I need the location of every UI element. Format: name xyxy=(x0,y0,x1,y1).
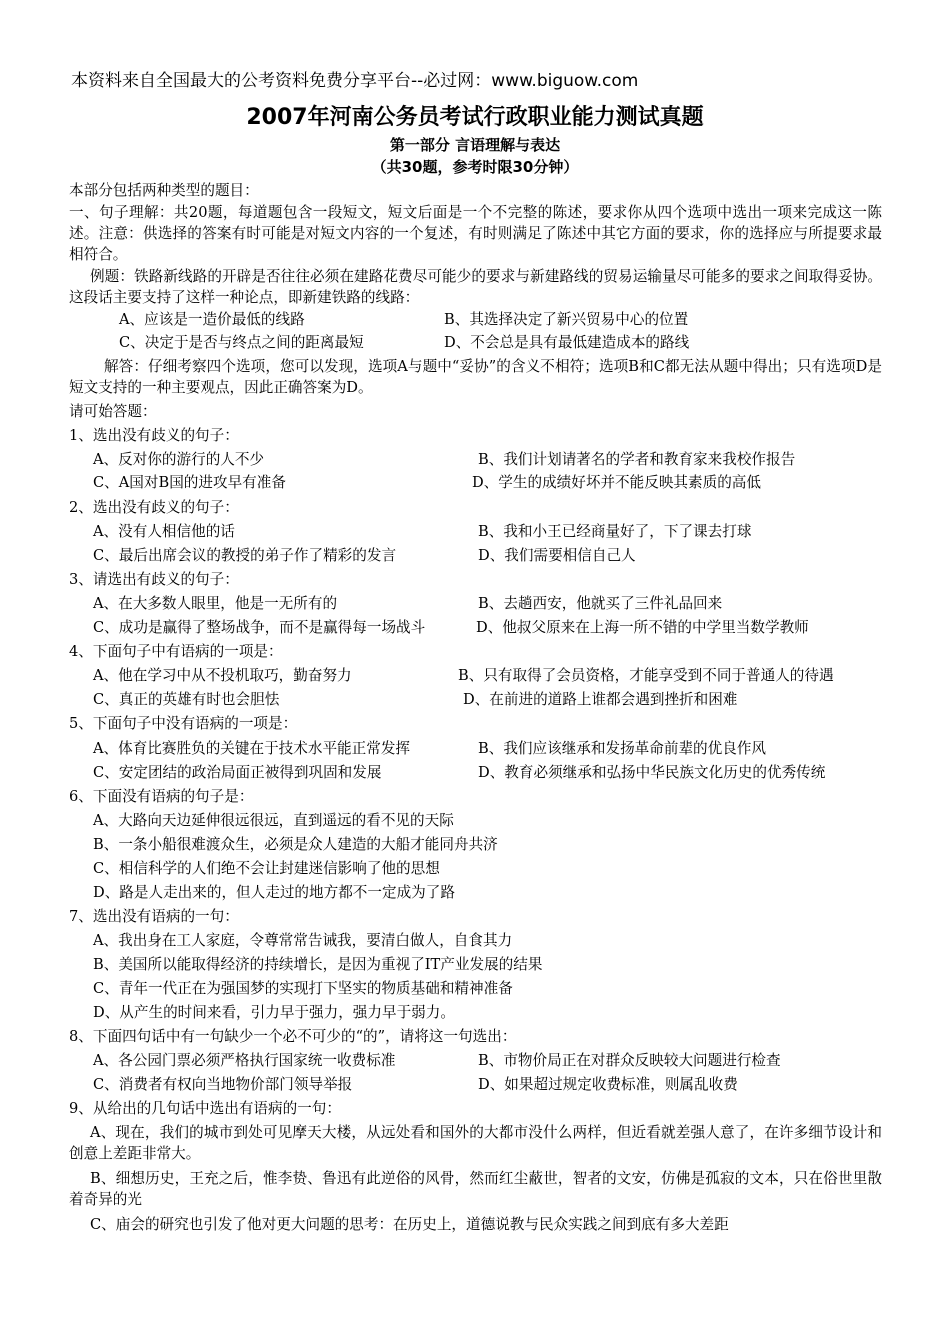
section-info: （共30题，参考时限30分钟） xyxy=(371,158,579,176)
question-8: 8、下面四句话中有一句缺少一个必不可少的“的”，请将这一句选出： xyxy=(69,1028,517,1045)
intro-description: 一、句子理解：共20题，每道题包含一段短文，短文后面是一个不完整的陈述，要求你从四个选项中选出一项来完成这一陈述。注意：供选择的答案有时可能是对短文内容的一个复述，有时则满足了陈述中其它方面的要求，你的选择应与所提要求最相符合。 xyxy=(69,204,882,263)
q5-option-a: A、体育比赛胜负的关键在于技术水平能正常发挥 xyxy=(93,740,411,757)
q5-option-d: D、教育必须继承和弘扬中华民族文化历史的优秀传统 xyxy=(478,764,826,781)
question-6: 6、下面没有语病的句子是： xyxy=(69,788,254,805)
q4-option-c: C、真正的英雄有时也会胆怯 xyxy=(93,691,280,708)
q4-option-a: A、他在学习中从不投机取巧，勤奋努力 xyxy=(93,667,352,684)
q8-option-c: C、消费者有权向当地物价部门领导举报 xyxy=(93,1076,353,1093)
q3-option-c: C、成功是赢得了整场战争，而不是赢得每一场战斗 xyxy=(93,619,426,636)
example-question: 例题：铁路新线路的开辟是否往往必须在建路花费尽可能少的要求与新建路线的贸易运输量尽可能多的要求之间取得妥协。这段话主要支持了这样一种论点，即新建铁路的线路： xyxy=(69,268,882,306)
question-5: 5、下面句子中没有语病的一项是： xyxy=(69,715,298,732)
q6-option-d: D、路是人走出来的，但人走过的地方都不一定成为了路 xyxy=(93,884,455,901)
question-7: 7、选出没有语病的一句： xyxy=(69,908,239,925)
q2-option-a: A、没有人相信他的话 xyxy=(93,523,235,540)
section-heading: 第一部分 言语理解与表达 xyxy=(389,136,561,154)
question-4: 4、下面句子中有语病的一项是： xyxy=(69,643,283,660)
q6-option-b: B、一条小船很难渡众生，必须是众人建造的大船才能同舟共济 xyxy=(93,836,498,853)
q1-option-b: B、我们计划请著名的学者和教育家来我校作报告 xyxy=(478,451,796,468)
start-label: 请可始答题： xyxy=(69,403,157,420)
example-option-a: A、应该是一造价最低的线路 xyxy=(119,311,305,328)
q9-option-a: A、现在，我们的城市到处可见摩天大楼，从远处看和国外的大都市没什么两样，但近看就差强人意了，在许多细节设计和创意上差距非常大。 xyxy=(69,1124,882,1162)
q6-option-a: A、大路向天边延伸很远很远，直到遥远的看不见的天际 xyxy=(93,812,454,829)
q5-option-c: C、安定团结的政治局面正被得到巩固和发展 xyxy=(93,764,382,781)
q7-option-c: C、青年一代正在为强国梦的实现打下坚实的物质基础和精神准备 xyxy=(93,980,513,997)
q3-option-b: B、去趟西安，他就买了三件礼品回来 xyxy=(478,595,723,612)
q7-option-d: D、从产生的时间来看，引力早于强力，强力早于弱力。 xyxy=(93,1004,455,1021)
q1-option-d: D、学生的成绩好坏并不能反映其素质的高低 xyxy=(472,474,761,491)
question-2: 2、选出没有歧义的句子： xyxy=(69,499,239,516)
q5-option-b: B、我们应该继承和发扬革命前辈的优良作风 xyxy=(478,740,767,757)
question-9: 9、从给出的几句话中选出有语病的一句： xyxy=(69,1100,341,1117)
q2-option-c: C、最后出席会议的教授的弟子作了精彩的发言 xyxy=(93,547,397,564)
q1-option-c: C、A国对B国的进攻早有准备 xyxy=(93,474,286,491)
q4-option-d: D、在前进的道路上谁都会遇到挫折和困难 xyxy=(463,691,738,708)
q8-option-d: D、如果超过规定收费标准，则属乱收费 xyxy=(478,1076,738,1093)
question-1: 1、选出没有歧义的句子： xyxy=(69,427,239,444)
example-option-d: D、不会总是具有最低建造成本的路线 xyxy=(444,334,690,351)
q9-option-c: C、庙会的研究也引发了他对更大问题的思考：在历史上，道德说教与民众实践之间到底有多大差距 xyxy=(90,1216,729,1233)
intro-line: 本部分包括两种类型的题目： xyxy=(69,182,259,199)
q7-option-a: A、我出身在工人家庭，令尊常常告诫我，要清白做人，自食其力 xyxy=(93,932,513,949)
example-answer: 解答：仔细考察四个选项，您可以发现，选项A与题中“妥协”的含义不相符；选项B和C都无法从题中得出；只有选项D是短文支持的一种主要观点，因此正确答案为D。 xyxy=(69,358,882,396)
q9-option-b: B、细想历史，王充之后，惟李贽、鲁迅有此逆俗的风骨，然而红尘蔽世，智者的文安，仿佛是孤寂的文本，只在俗世里散着奇异的光 xyxy=(69,1170,882,1208)
example-option-c: C、决定于是否与终点之间的距离最短 xyxy=(119,334,364,351)
q2-option-b: B、我和小王已经商量好了，下了课去打球 xyxy=(478,523,752,540)
q4-option-b: B、只有取得了会员资格，才能享受到不同于普通人的待遇 xyxy=(458,667,834,684)
q8-option-b: B、市物价局正在对群众反映较大问题进行检查 xyxy=(478,1052,781,1069)
question-3: 3、请选出有歧义的句子： xyxy=(69,571,239,588)
example-option-b: B、其选择决定了新兴贸易中心的位置 xyxy=(444,311,689,328)
q3-option-d: D、他叔父原来在上海一所不错的中学里当数学教师 xyxy=(476,619,809,636)
q1-option-a: A、反对你的游行的人不少 xyxy=(93,451,265,468)
page-title: 2007年河南公务员考试行政职业能力测试真题 xyxy=(246,105,704,130)
source-note: 本资料来自全国最大的公考资料免费分享平台--必过网：www.biguow.com xyxy=(71,71,639,91)
q6-option-c: C、相信科学的人们绝不会让封建迷信影响了他的思想 xyxy=(93,860,440,877)
q7-option-b: B、美国所以能取得经济的持续增长，是因为重视了IT产业发展的结果 xyxy=(93,956,543,973)
q2-option-d: D、我们需要相信自己人 xyxy=(478,547,636,564)
q3-option-a: A、在大多数人眼里，他是一无所有的 xyxy=(93,595,338,612)
q8-option-a: A、各公园门票必须严格执行国家统一收费标准 xyxy=(93,1052,396,1069)
